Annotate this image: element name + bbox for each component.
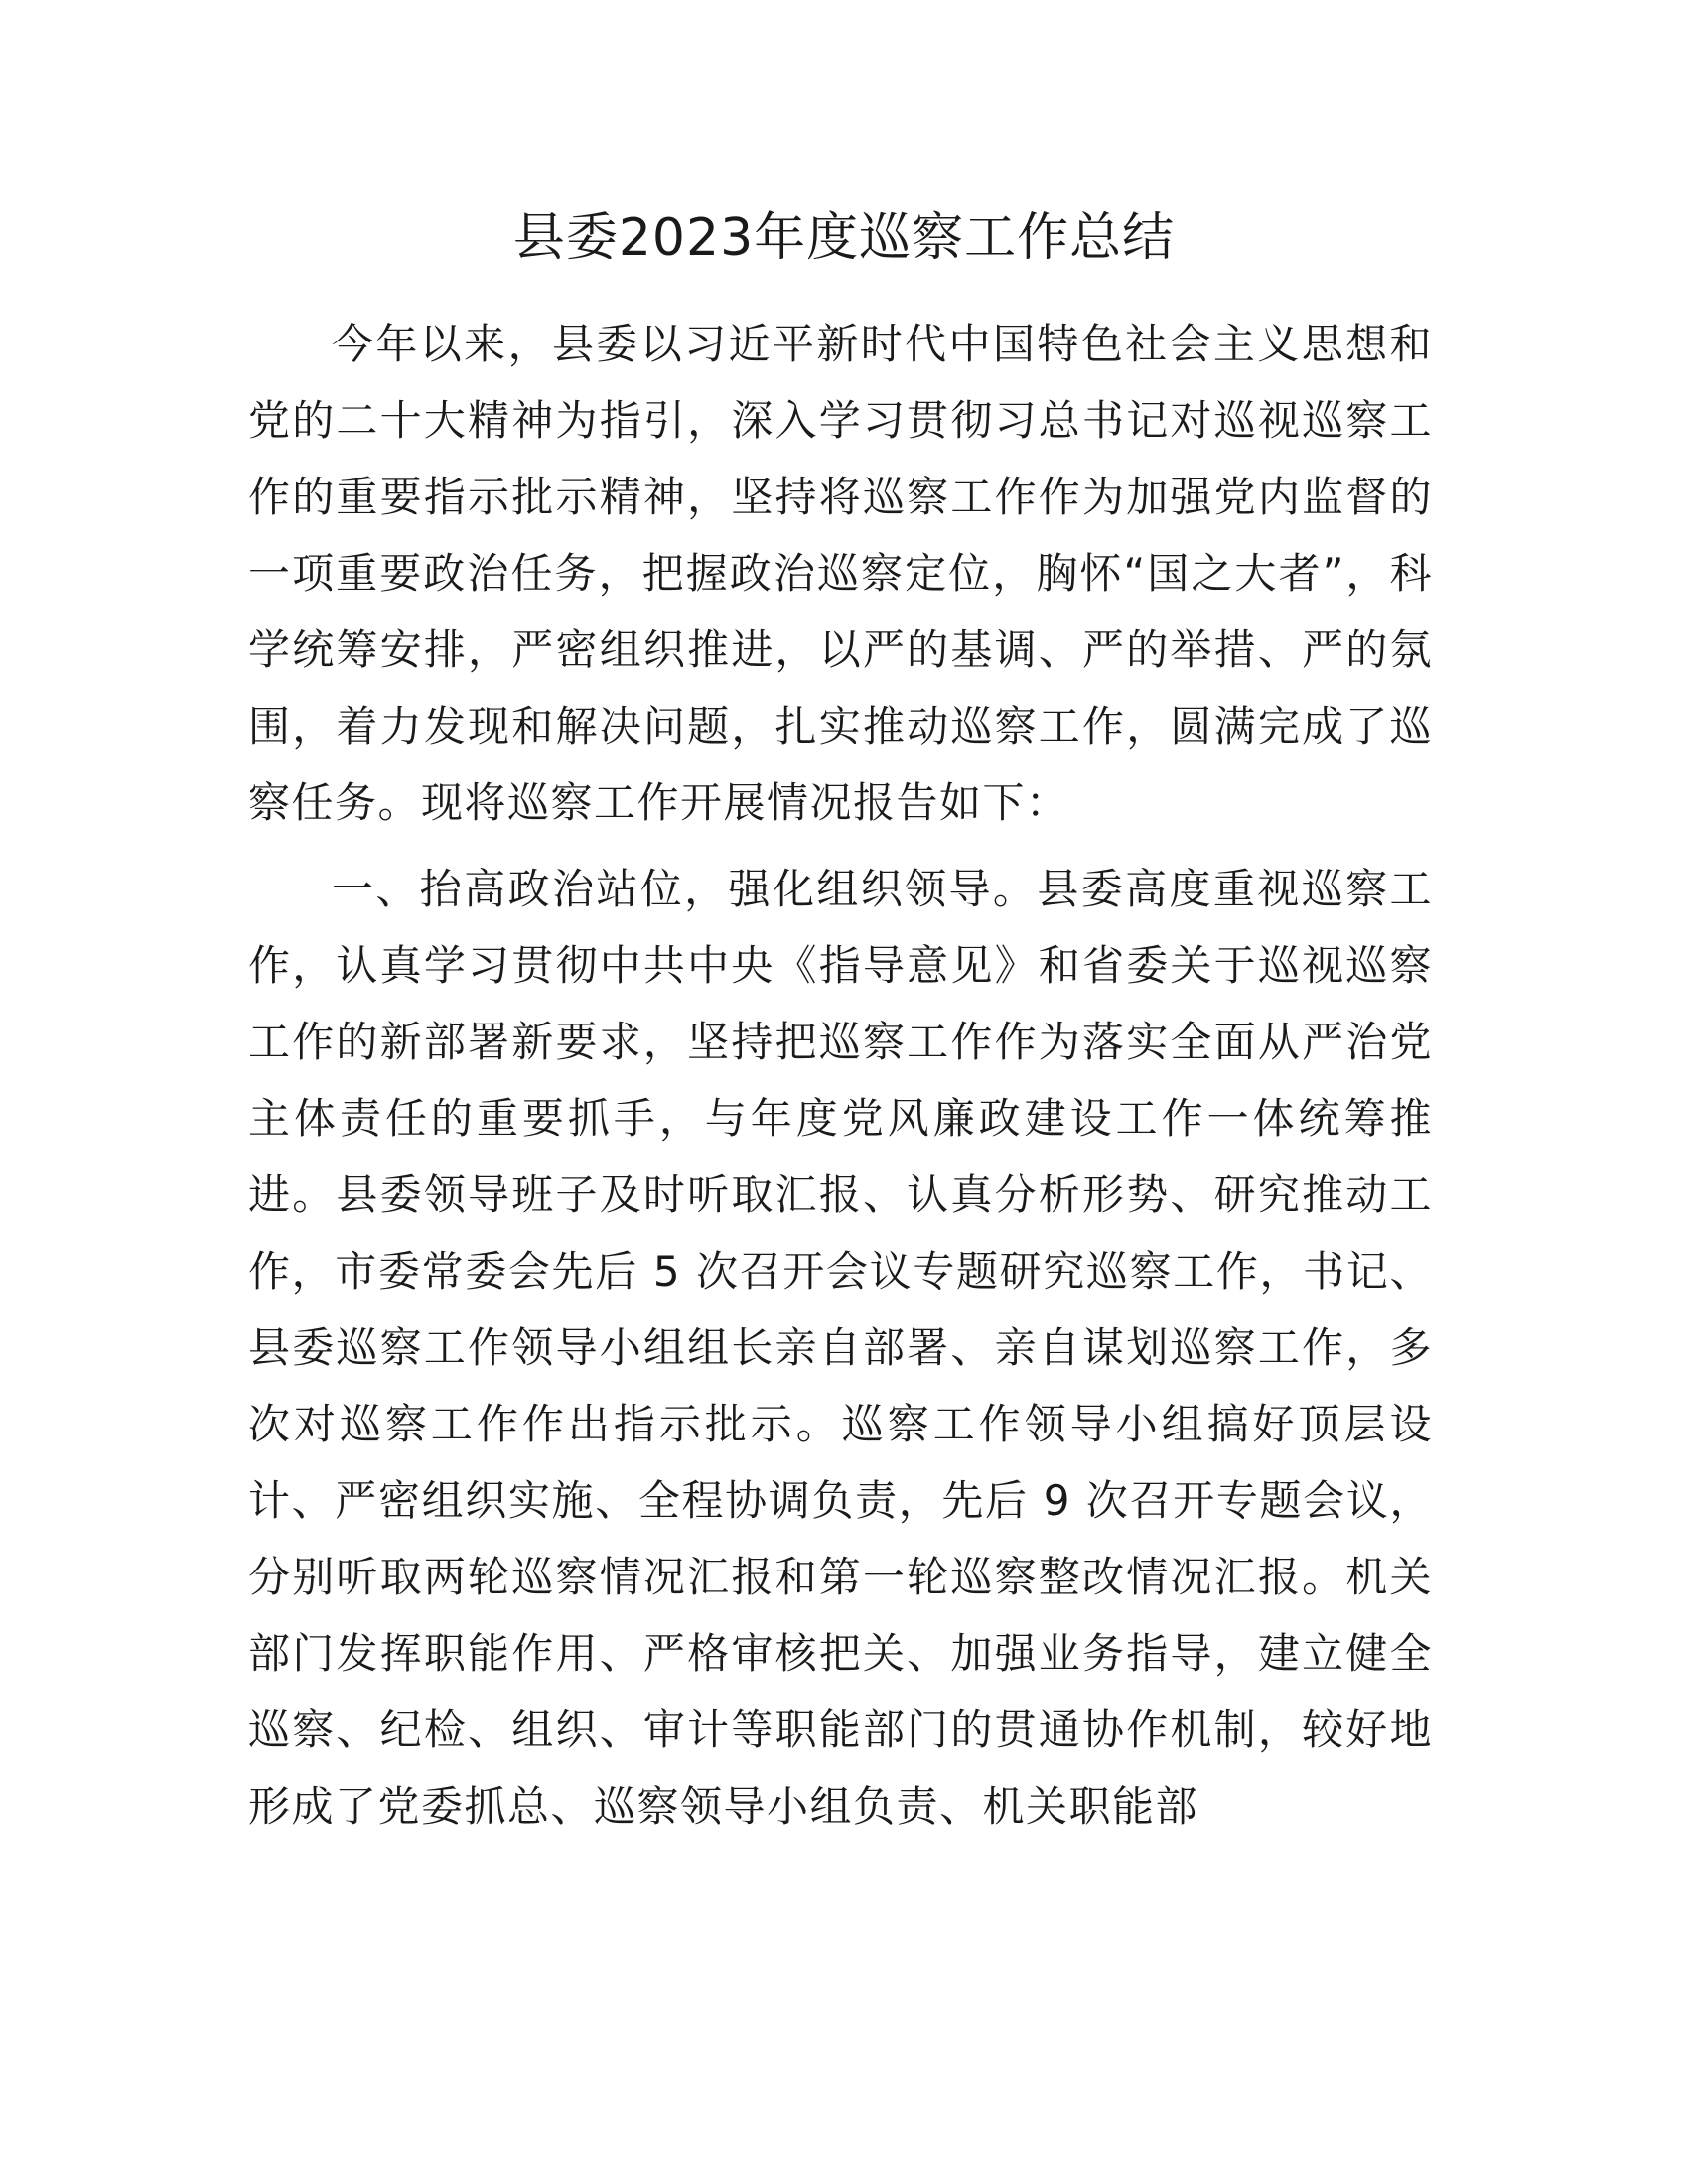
paragraph-intro: 今年以来，县委以习近平新时代中国特色社会主义思想和党的二十大精神为指引，深入学习贯彻习总书记对巡视巡察工作的重要指示批示精神，坚持将巡察工作作为加强党内监督的一项重要政治任务，把握政治巡察定位，胸怀“国之大者”，科学统筹安排，严密组织推进，以严的基调、严的举措、严的氛围，着力发现和解决问题，扎实推动巡察工作，圆满完成了巡察任务。现将巡察工作开展情况报告如下： <box>248 320 1433 827</box>
document-body <box>248 306 1433 1844</box>
document-title: 县委2023年度巡察工作总结 <box>512 208 1176 268</box>
paragraph-section-one: 一、抬高政治站位，强化组织领导。县委高度重视巡察工作，认真学习贯彻中共中央《指导意见》和省委关于巡视巡察工作的新部署新要求，坚持把巡察工作作为落实全面从严治党主体责任的重要抓手，与年度党风廉政建设工作一体统筹推进。县委领导班子及时听取汇报、认真分析形势、研究推动工作，市委常委会先后 5 次召开会议专题研究巡察工作，书记、县委巡察工作领导小组组长亲自部署、亲自谋划巡察工作，多次对巡察工作作出指示批示。巡察工作领导小组搞好顶层设计、严密组织实施、全程协调负责，先后 9 次召开专题会议，分别听取两轮巡察情况汇报和第一轮巡察整改情况汇报。机关部门发挥职能作用、严格审核把关、加强业务指导，建立健全巡察、纪检、组织、审计等职能部门的贯通协作机制，较好地形成了党委抓总、巡察领导小组负责、机关职能部 <box>248 865 1433 1831</box>
